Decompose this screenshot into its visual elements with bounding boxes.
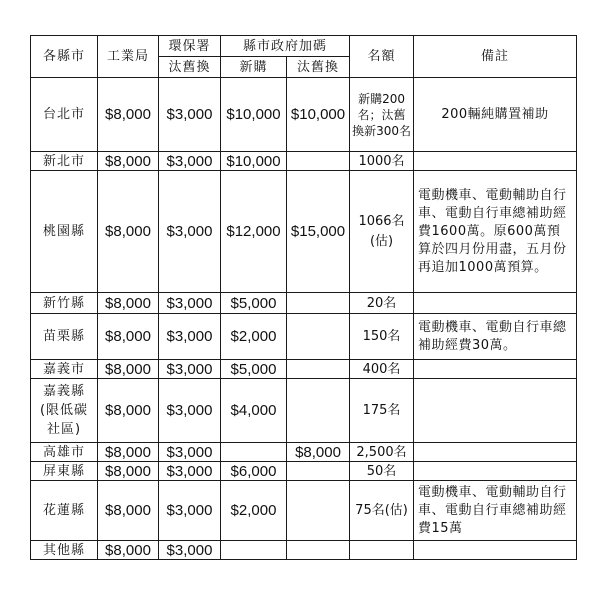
remark-cell: 電動機車、電動輔助自行車、電動自行車總補助經費1600萬。原600萬預算於四月份用盡，五月份再追加1000萬預算。 <box>414 171 577 293</box>
local-replace-cell <box>287 462 350 481</box>
local-replace-cell <box>287 481 350 541</box>
table-row <box>31 78 577 152</box>
industry-bureau-cell: $8,000 <box>98 379 159 443</box>
local-new-cell: $10,000 <box>221 78 287 152</box>
industry-bureau-cell: $8,000 <box>98 152 159 171</box>
local-replace-cell <box>287 152 350 171</box>
county-cell: 高雄市 <box>31 443 98 462</box>
remark-cell <box>414 293 577 314</box>
remark-cell: 電動機車、電動輔助自行車、電動自行車總補助經費15萬 <box>414 481 577 541</box>
county-cell: 屏東縣 <box>31 462 98 481</box>
county-cell: 桃園縣 <box>31 171 98 293</box>
local-replace-cell <box>287 314 350 360</box>
header-county: 各縣市 <box>31 36 98 78</box>
header-local-replace: 汰舊換 <box>287 57 350 78</box>
local-new-cell: $4,000 <box>221 379 287 443</box>
table-row <box>31 360 577 379</box>
local-new-cell: $5,000 <box>221 360 287 379</box>
local-new-cell: $6,000 <box>221 462 287 481</box>
local-replace-cell: $8,000 <box>287 443 350 462</box>
county-cell: 新竹縣 <box>31 293 98 314</box>
table-row <box>31 481 577 541</box>
remark-cell <box>414 541 577 560</box>
local-new-cell <box>221 443 287 462</box>
quota-cell: 1000名 <box>350 152 414 171</box>
remark-cell: 電動機車、電動自行車總補助經費30萬。 <box>414 314 577 360</box>
industry-bureau-cell: $8,000 <box>98 171 159 293</box>
local-new-cell: $12,000 <box>221 171 287 293</box>
quota-cell: 400名 <box>350 360 414 379</box>
table-row <box>31 443 577 462</box>
county-cell: 花蓮縣 <box>31 481 98 541</box>
remark-cell <box>414 443 577 462</box>
table-row <box>31 152 577 171</box>
header-epa-replace: 汰舊換 <box>159 57 221 78</box>
industry-bureau-cell: $8,000 <box>98 293 159 314</box>
epa-cell: $3,000 <box>159 462 221 481</box>
quota-cell: 150名 <box>350 314 414 360</box>
epa-cell: $3,000 <box>159 314 221 360</box>
county-cell: 台北市 <box>31 78 98 152</box>
header-epa: 環保署 <box>159 36 221 57</box>
epa-cell: $3,000 <box>159 152 221 171</box>
local-new-cell: $10,000 <box>221 152 287 171</box>
table-row <box>31 379 577 443</box>
industry-bureau-cell: $8,000 <box>98 360 159 379</box>
header-local-gov-extra: 縣市政府加碼 <box>221 36 350 57</box>
county-cell: 嘉義市 <box>31 360 98 379</box>
quota-cell: 1066名(估) <box>350 171 414 293</box>
quota-cell: 50名 <box>350 462 414 481</box>
epa-cell: $3,000 <box>159 360 221 379</box>
epa-cell: $3,000 <box>159 171 221 293</box>
header-quota: 名額 <box>350 36 414 78</box>
epa-cell: $3,000 <box>159 481 221 541</box>
table-row <box>31 293 577 314</box>
industry-bureau-cell: $8,000 <box>98 78 159 152</box>
industry-bureau-cell: $8,000 <box>98 462 159 481</box>
quota-cell: 新購200名；汰舊換新300名 <box>350 78 414 152</box>
county-cell: 苗栗縣 <box>31 314 98 360</box>
local-replace-cell <box>287 360 350 379</box>
local-new-cell <box>221 541 287 560</box>
quota-cell: 20名 <box>350 293 414 314</box>
quota-cell: 175名 <box>350 379 414 443</box>
table-row <box>31 171 577 293</box>
local-replace-cell: $15,000 <box>287 171 350 293</box>
local-new-cell: $2,000 <box>221 481 287 541</box>
header-local-new: 新購 <box>221 57 287 78</box>
subsidy-table <box>30 35 577 560</box>
county-cell: 嘉義縣(限低碳社區) <box>31 379 98 443</box>
industry-bureau-cell: $8,000 <box>98 443 159 462</box>
local-new-cell: $5,000 <box>221 293 287 314</box>
table-row <box>31 541 577 560</box>
table-row <box>31 462 577 481</box>
subsidy-table-sheet <box>30 35 577 560</box>
epa-cell: $3,000 <box>159 293 221 314</box>
epa-cell: $3,000 <box>159 541 221 560</box>
remark-cell: 200輛純購置補助 <box>414 78 577 152</box>
local-replace-cell <box>287 541 350 560</box>
industry-bureau-cell: $8,000 <box>98 314 159 360</box>
epa-cell: $3,000 <box>159 379 221 443</box>
epa-cell: $3,000 <box>159 443 221 462</box>
local-replace-cell: $10,000 <box>287 78 350 152</box>
epa-cell: $3,000 <box>159 78 221 152</box>
local-new-cell: $2,000 <box>221 314 287 360</box>
remark-cell <box>414 152 577 171</box>
remark-cell <box>414 462 577 481</box>
quota-cell: 75名(估) <box>350 481 414 541</box>
header-remarks: 備註 <box>414 36 577 78</box>
table-row <box>31 314 577 360</box>
quota-cell: 2,500名 <box>350 443 414 462</box>
remark-cell <box>414 360 577 379</box>
industry-bureau-cell: $8,000 <box>98 481 159 541</box>
header-industry-bureau: 工業局 <box>98 36 159 78</box>
county-cell: 其他縣 <box>31 541 98 560</box>
local-replace-cell <box>287 379 350 443</box>
industry-bureau-cell: $8,000 <box>98 541 159 560</box>
quota-cell <box>350 541 414 560</box>
county-cell: 新北市 <box>31 152 98 171</box>
local-replace-cell <box>287 293 350 314</box>
remark-cell <box>414 379 577 443</box>
